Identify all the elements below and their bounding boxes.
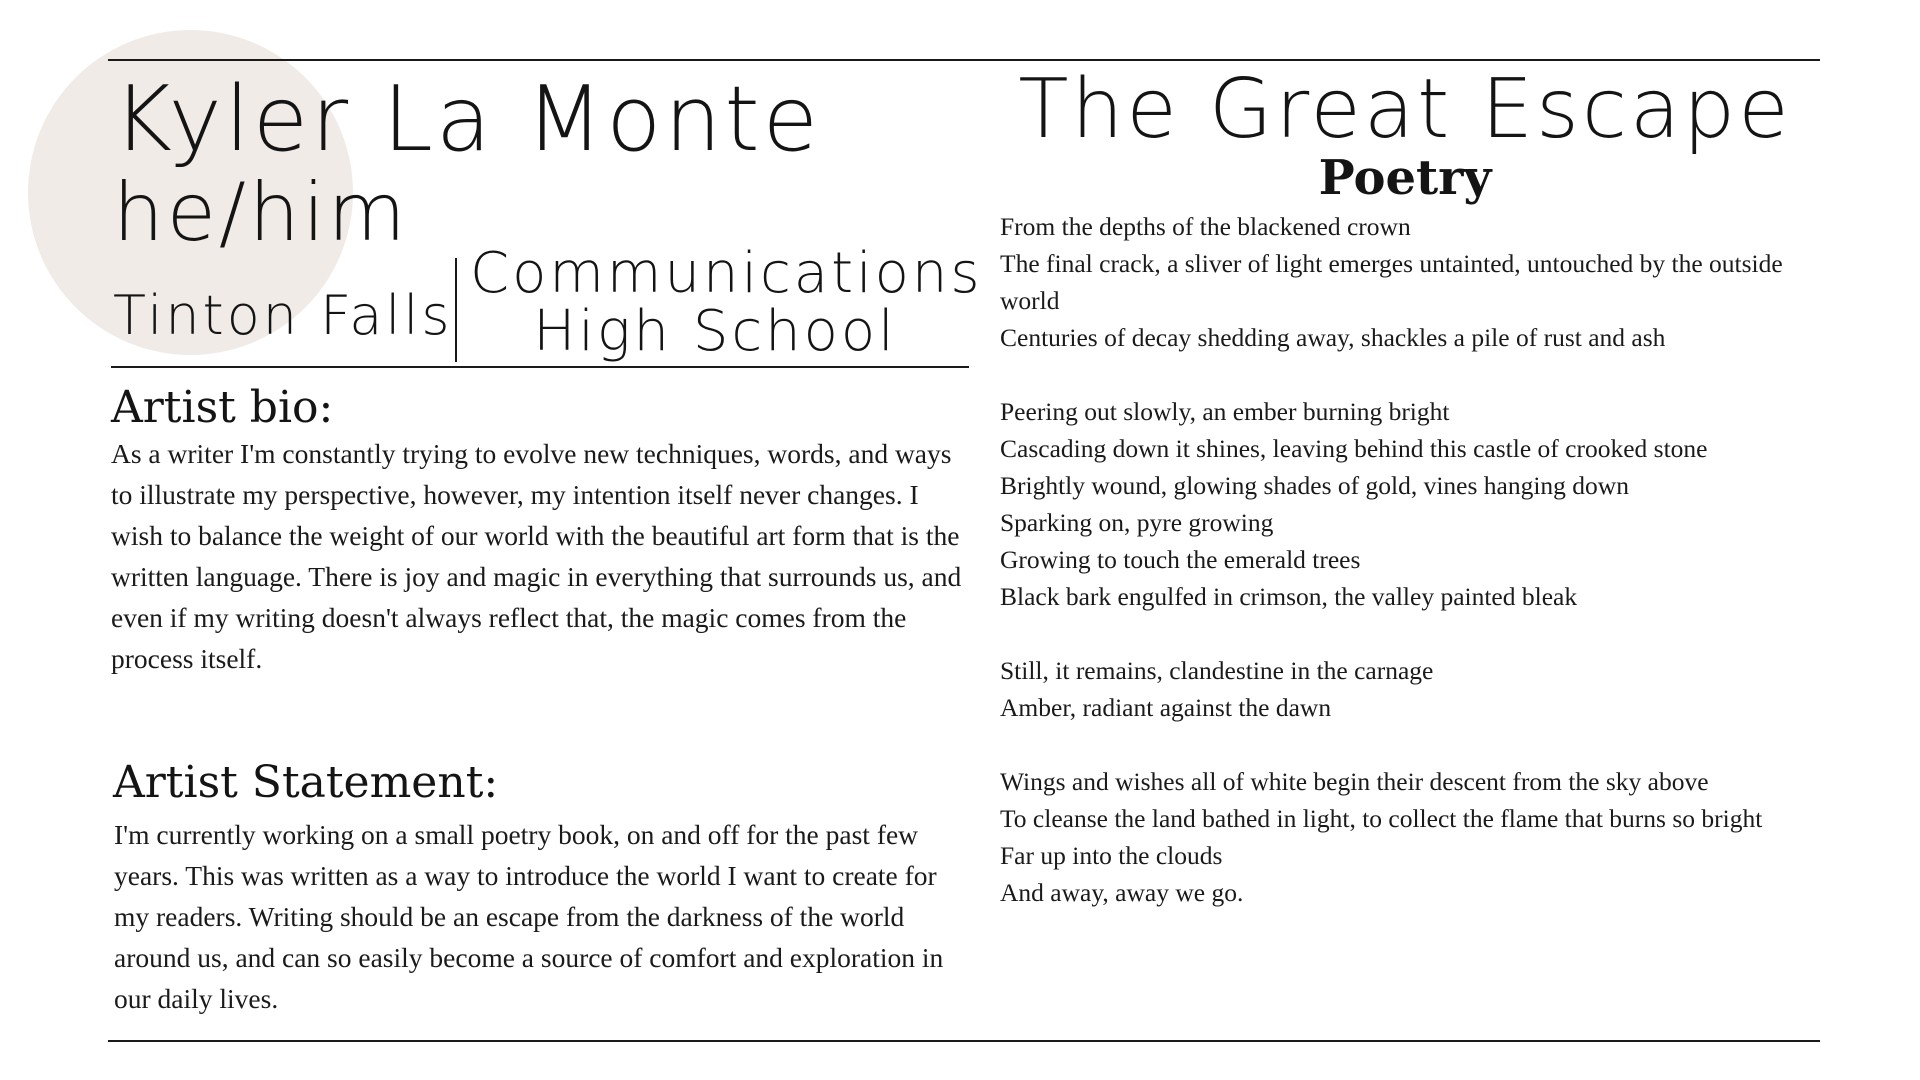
poem-line: From the depths of the blackened crown [1000, 212, 1411, 241]
vertical-divider [455, 258, 457, 362]
statement-heading: Artist Statement: [113, 757, 499, 808]
artist-town: Tinton Falls [113, 284, 453, 347]
poem-line: And away, away we go. [1000, 878, 1244, 907]
poem-title: The Great Escape [1018, 62, 1792, 157]
artist-school: Communications High School [470, 241, 983, 364]
poem-line: Black bark engulfed in crimson, the valley painted bleak [1000, 582, 1578, 611]
bio-text: As a writer I'm constantly trying to evolve new techniques, words, and ways to illustrate my perspective, however, my intention itself never changes. I wish to balance the weight of our world with the beautiful art form that is the written language. There is joy and magic in everything that surrounds us, and even if my writing doesn't always reflect that, the magic comes from the process itself. [111, 438, 962, 674]
bio-heading: Artist bio: [111, 382, 334, 433]
poem-line: Peering out slowly, an ember burning bright [1000, 397, 1450, 426]
poem-stanza [1000, 208, 1820, 356]
bottom-divider [108, 1040, 1820, 1042]
poem-line: Growing to touch the emerald trees [1000, 545, 1361, 574]
statement-text: I'm currently working on a small poetry book, on and off for the past few years. This was written as a way to introduce the world I want to create for my readers. Writing should be an escape from the darkness of the world around us, and can so easily become a source of comfort and exploration in our daily lives. [114, 819, 944, 1014]
artist-pronouns: he/him [113, 166, 409, 259]
poem-line: Centuries of decay shedding away, shackles a pile of rust and ash [1000, 323, 1666, 352]
poem-stanza [1000, 652, 1820, 726]
poem-stanza [1000, 763, 1820, 911]
poem-stanza [1000, 393, 1820, 615]
poem-line: Sparking on, pyre growing [1000, 508, 1274, 537]
artist-name: Kyler La Monte [113, 67, 822, 172]
top-divider [108, 59, 1820, 61]
poem-line: Far up into the clouds [1000, 841, 1223, 870]
poem-body [1000, 208, 1820, 911]
poem-line: The final crack, a sliver of light emerges untainted, untouched by the outside world [1000, 249, 1783, 315]
header-divider [111, 366, 969, 368]
poem-line: To cleanse the land bathed in light, to collect the flame that burns so bright [1000, 804, 1763, 833]
poem-line: Wings and wishes all of white begin their descent from the sky above [1000, 767, 1709, 796]
poem-line: Still, it remains, clandestine in the carnage [1000, 656, 1434, 685]
poem-line: Amber, radiant against the dawn [1000, 693, 1332, 722]
poem-line: Brightly wound, glowing shades of gold, vines hanging down [1000, 471, 1629, 500]
poem-line: Cascading down it shines, leaving behind this castle of crooked stone [1000, 434, 1708, 463]
poem-category: Poetry [1318, 150, 1492, 206]
